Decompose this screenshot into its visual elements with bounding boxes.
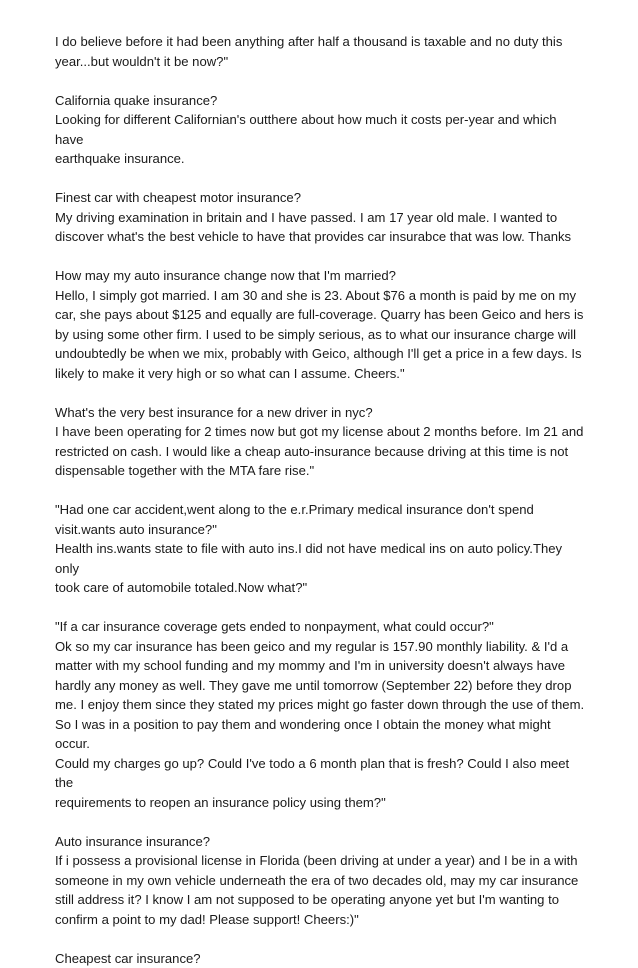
paragraph: Cheapest car insurance? bbox=[55, 949, 585, 968]
paragraph: "If a car insurance coverage gets ended to nonpayment, what could occur?" Ok so my car insurance has been geico and my regular is 157.90 monthly liability. & I'd a matter with my school funding and my mommy and I'm in university doesn't always have hardly any money as well. They gave me until tomorrow (September 22) before they drop me. I enjoy them since they stated my prices might go faster down through the use of them. So I was in a position to pay them and wondering once I obtain the money what might occur. Could my charges go up? Could I've todo a 6 month plan that is fresh? Could I also meet the requirements to reopen an insurance policy using them?" bbox=[55, 617, 585, 812]
paragraph: What's the very best insurance for a new driver in nyc? I have been operating for 2 times now but got my license about 2 months before. Im 21 and restricted on cash. I would like a cheap auto-insurance because driving at this time is not dispensable together with the MTA fare rise." bbox=[55, 403, 585, 481]
paragraph: Finest car with cheapest motor insurance? My driving examination in britain and I have passed. I am 17 year old male. I wanted to discover what's the best vehicle to have that provides car insurabce that was low. Thanks bbox=[55, 188, 585, 247]
paragraph: How may my auto insurance change now that I'm married? Hello, I simply got married. I am 30 and she is 23. About $76 a month is paid by me on my car, she pays about $125 and equally are full-coverage. Quarry has been Geico and hers is by using some other firm. I used to be simply serious, as to what our insurance charge will undoubtedly be when we mix, probably with Geico, although I'll get a price in a few days. Is likely to make it very high or so what can I assume. Cheers." bbox=[55, 266, 585, 383]
paragraph: California quake insurance? Looking for different Californian's outthere about how much it costs per-year and which have earthquake insurance. bbox=[55, 91, 585, 169]
paragraph: I do believe before it had been anything after half a thousand is taxable and no duty this year...but wouldn't it be now?" bbox=[55, 32, 585, 71]
document-page bbox=[55, 32, 585, 968]
paragraph: "Had one car accident,went along to the e.r.Primary medical insurance don't spend visit.wants auto insurance?" Health ins.wants state to file with auto ins.I did not have medical ins on auto policy.They only took care of automobile totaled.Now what?" bbox=[55, 500, 585, 598]
paragraph: Auto insurance insurance? If i possess a provisional license in Florida (been driving at under a year) and I be in a with someone in my own vehicle underneath the era of two decades old, may my car insurance still address it? I know I am not supposed to be operating anyone yet but I'm wanting to confirm a point to my dad! Please support! Cheers:)" bbox=[55, 832, 585, 930]
